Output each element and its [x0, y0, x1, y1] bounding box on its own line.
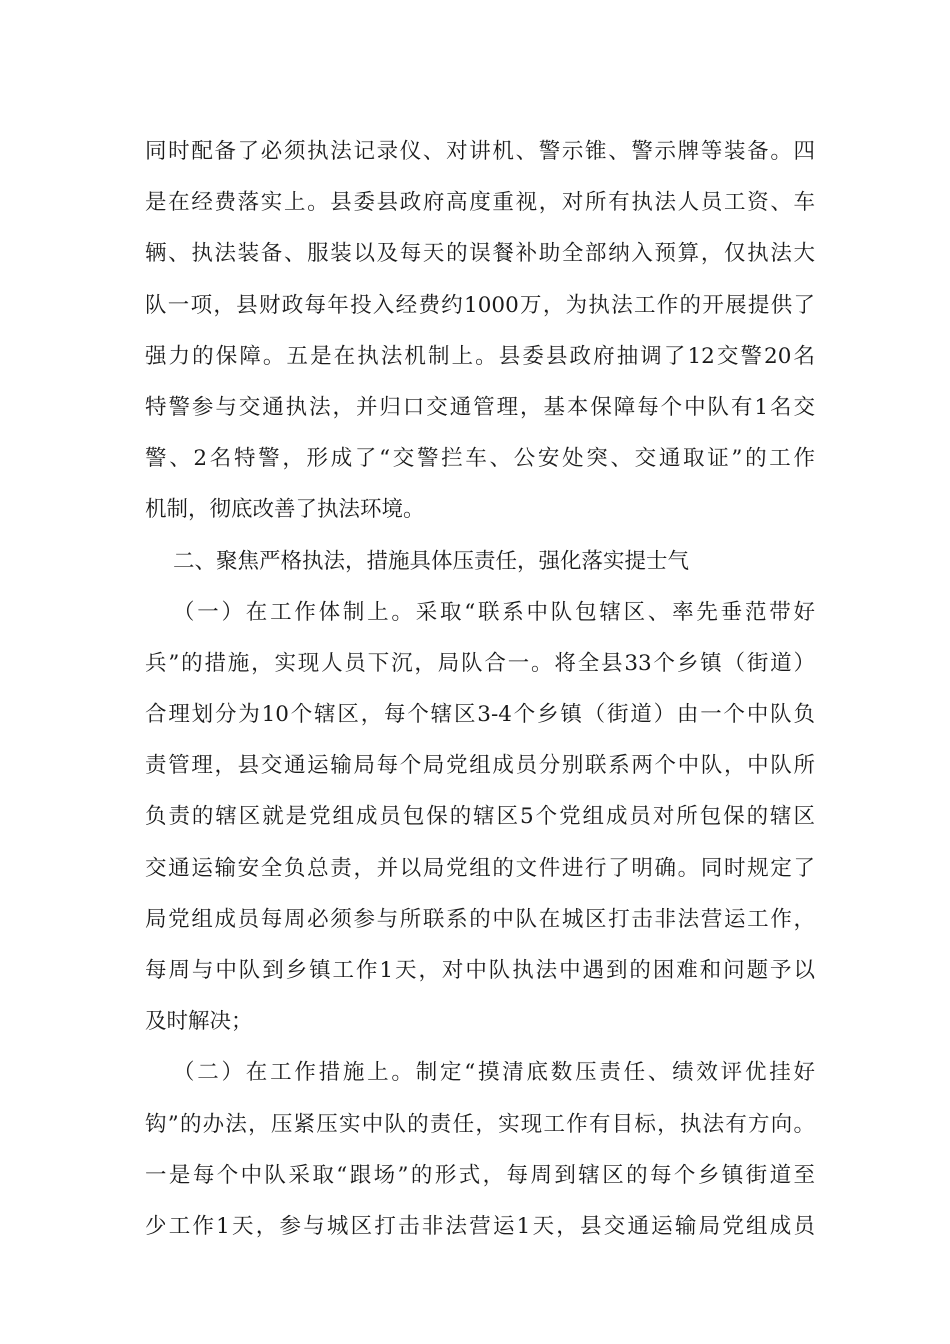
text-line: 兵”的措施，实现人员下沉，局队合一。将全县33个乡镇（街道）: [145, 650, 815, 676]
text-line: 合理划分为10个辖区，每个辖区3-4个乡镇（街道）由一个中队负: [145, 702, 815, 728]
text-line: 每周与中队到乡镇工作1天，对中队执法中遇到的困难和问题予以: [145, 958, 815, 983]
text-line: 强力的保障。五是在执法机制上。县委县政府抽调了12交警20名: [145, 343, 815, 369]
text-line: 钩”的办法，压紧压实中队的责任，实现工作有目标，执法有方向。: [145, 1111, 815, 1137]
body-text: [145, 126, 815, 1252]
text-line: 队一项，县财政每年投入经费约1000万，为执法工作的开展提供了: [145, 292, 815, 318]
text-line: 少工作1天，参与城区打击非法营运1天，县交通运输局党组成员: [145, 1213, 815, 1239]
text-line: 是在经费落实上。县委县政府高度重视，对所有执法人员工资、车: [145, 190, 815, 216]
text-line: 特警参与交通执法，并归口交通管理，基本保障每个中队有1名交: [145, 394, 815, 420]
text-line: 负责的辖区就是党组成员包保的辖区5个党组成员对所包保的辖区: [145, 804, 815, 830]
text-line: 同时配备了必须执法记录仪、对讲机、警示锥、警示牌等装备。四: [145, 139, 815, 164]
paragraph-first-line: （二）在工作措施上。制定“摸清底数压责任、绩效评优挂好: [173, 1060, 815, 1086]
text-line: 辆、执法装备、服装以及每天的误餐补助全部纳入预算，仅执法大: [145, 241, 815, 267]
text-line: 警、2名特警，形成了“交警拦车、公安处突、交通取证”的工作: [145, 446, 815, 472]
text-line: 局党组成员每周必须参与所联系的中队在城区打击非法营运工作，: [145, 906, 815, 932]
text-line: 机制，彻底改善了执法环境。: [145, 497, 425, 523]
text-line: 及时解决；: [145, 1009, 253, 1035]
text-line: 责管理，县交通运输局每个局党组成员分别联系两个中队，中队所: [145, 753, 815, 779]
text-line: 一是每个中队采取“跟场”的形式，每周到辖区的每个乡镇街道至: [145, 1162, 815, 1188]
paragraph-first-line: 二、聚焦严格执法，措施具体压责任，强化落实提士气: [173, 548, 690, 574]
paragraph-first-line: （一）在工作体制上。采取“联系中队包辖区、率先垂范带好: [173, 599, 815, 625]
text-line: 交通运输安全负总责，并以局党组的文件进行了明确。同时规定了: [145, 855, 815, 881]
